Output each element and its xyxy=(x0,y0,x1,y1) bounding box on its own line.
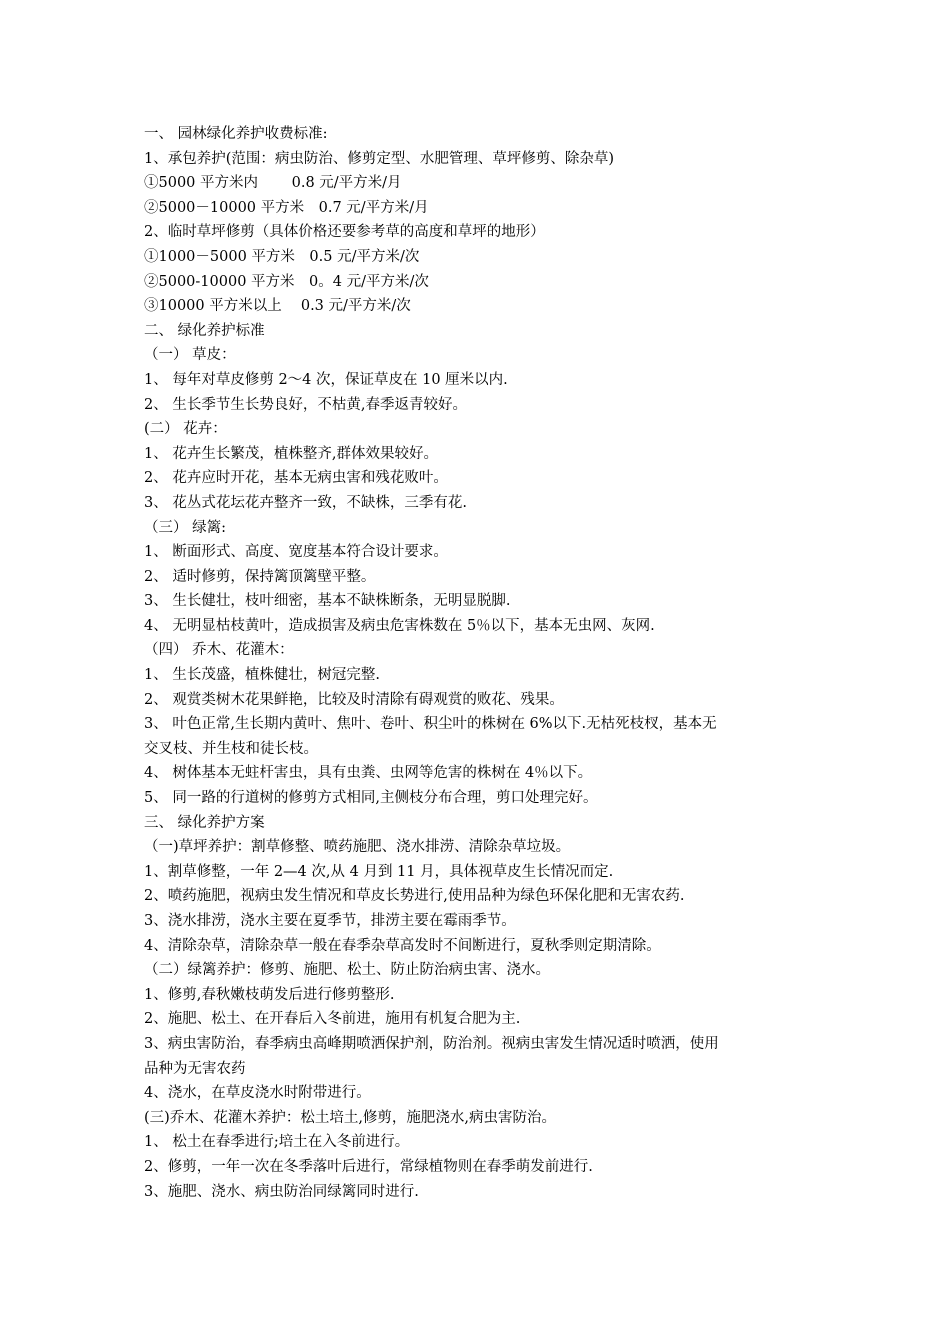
text-line: 2、 生长季节生长势良好，不枯黄,春季返青较好。 xyxy=(144,396,467,413)
text-line: ③10000 平方米以上 0.3 元/平方米/次 xyxy=(144,298,411,315)
text-line: 1、 松土在春季进行;培土在入冬前进行。 xyxy=(144,1134,410,1151)
text-line: 2、临时草坪修剪（具体价格还要参考草的高度和草坪的地形） xyxy=(144,224,545,241)
text-line: 2、修剪，一年一次在冬季落叶后进行，常绿植物则在春季萌发前进行. xyxy=(144,1158,593,1175)
text-line: 1、 断面形式、高度、宽度基本符合设计要求。 xyxy=(144,544,448,561)
text-line: (三)乔木、花灌木养护：松土培土,修剪，施肥浇水,病虫害防治。 xyxy=(144,1109,557,1126)
text-line: 三、 绿化养护方案 xyxy=(144,814,265,831)
text-line: 1、修剪,春秋嫩枝萌发后进行修剪整形. xyxy=(144,986,395,1003)
text-line: 2、 观赏类树木花果鲜艳，比较及时清除有碍观赏的败花、残果。 xyxy=(144,691,564,708)
text-line: 5、 同一路的行道树的修剪方式相同,主侧枝分布合理，剪口处理完好。 xyxy=(144,790,598,807)
text-line: （一） 草皮： xyxy=(144,347,236,364)
text-line: 2、 花卉应时开花，基本无病虫害和残花败叶。 xyxy=(144,470,448,487)
text-line: 4、清除杂草，清除杂草一般在春季杂草高发时不间断进行，夏秋季则定期清除。 xyxy=(144,937,661,954)
text-line: 4、 树体基本无蛀杆害虫，具有虫粪、虫网等危害的株树在 4％以下。 xyxy=(144,765,593,782)
document-body xyxy=(144,122,820,1204)
text-line: 3、浇水排涝，浇水主要在夏季节，排涝主要在霉雨季节。 xyxy=(144,913,516,929)
text-line: 4、 无明显枯枝黄叶，造成损害及病虫危害株数在 5％以下，基本无虫网、灰网. xyxy=(144,617,655,634)
text-line: （四） 乔木、花灌木： xyxy=(144,642,294,659)
text-line: ②5000-10000 平方米 0。4 元/平方米/次 xyxy=(144,273,429,290)
text-line: 3、 生长健壮，枝叶细密，基本不缺株断条，无明显脱脚. xyxy=(144,593,511,610)
text-line: （一)草坪养护：割草修整、喷药施肥、浇水排涝、清除杂草垃圾。 xyxy=(144,839,571,856)
text-line: 1、承包养护(范围：病虫防治、修剪定型、水肥管理、草坪修剪、除杂草) xyxy=(144,150,615,167)
text-line: 1、 生长茂盛，植株健壮，树冠完整. xyxy=(144,667,380,684)
text-line: 交叉枝、并生枝和徒长枝。 xyxy=(144,740,318,757)
text-line: 2、 适时修剪，保持篱顶篱壁平整。 xyxy=(144,568,376,585)
text-line: 4、浇水，在草皮浇水时附带进行。 xyxy=(144,1085,371,1102)
text-line: ②5000－10000 平方米 0.7 元/平方米/月 xyxy=(144,199,429,216)
text-line: 3、施肥、浇水、病虫防治同绿篱同时进行. xyxy=(144,1183,419,1200)
text-line: 2、喷药施肥，视病虫发生情况和草皮长势进行,使用品种为绿色环保化肥和无害农药. xyxy=(144,888,685,905)
text-line: （二）绿篱养护：修剪、施肥、松土、防止防治病虫害、浇水。 xyxy=(144,962,550,979)
text-line: ①1000－5000 平方米 0.5 元/平方米/次 xyxy=(144,248,420,265)
text-line: (二） 花卉： xyxy=(144,421,227,438)
text-line: 3、病虫害防治，春季病虫高峰期喷洒保护剂，防治剂。视病虫害发生情况适时喷洒，使用 xyxy=(144,1035,719,1052)
text-line: 二、 绿化养护标准 xyxy=(144,322,265,339)
text-line: （三） 绿篱: xyxy=(144,519,226,536)
text-line: 一、 园林绿化养护收费标准: xyxy=(144,126,328,142)
text-line: 1、 每年对草皮修剪 2～4 次，保证草皮在 10 厘米以内. xyxy=(144,371,508,388)
text-line: ①5000 平方米内 0.8 元/平方米/月 xyxy=(144,175,402,192)
text-line: 1、割草修整，一年 2—4 次,从 4 月到 11 月，具体视草皮生长情况而定. xyxy=(144,863,614,880)
text-line: 2、施肥、松土、在开春后入冬前进，施用有机复合肥为主. xyxy=(144,1011,521,1028)
text-line: 3、 花丛式花坛花卉整齐一致，不缺株，三季有花. xyxy=(144,494,467,511)
text-line: 3、 叶色正常,生长期内黄叶、焦叶、卷叶、积尘叶的株树在 6%以下.无枯死枝杈，基本无 xyxy=(144,716,717,733)
text-line: 品种为无害农药 xyxy=(144,1060,246,1077)
text-line: 1、 花卉生长繁茂，植株整齐,群体效果较好。 xyxy=(144,445,438,462)
